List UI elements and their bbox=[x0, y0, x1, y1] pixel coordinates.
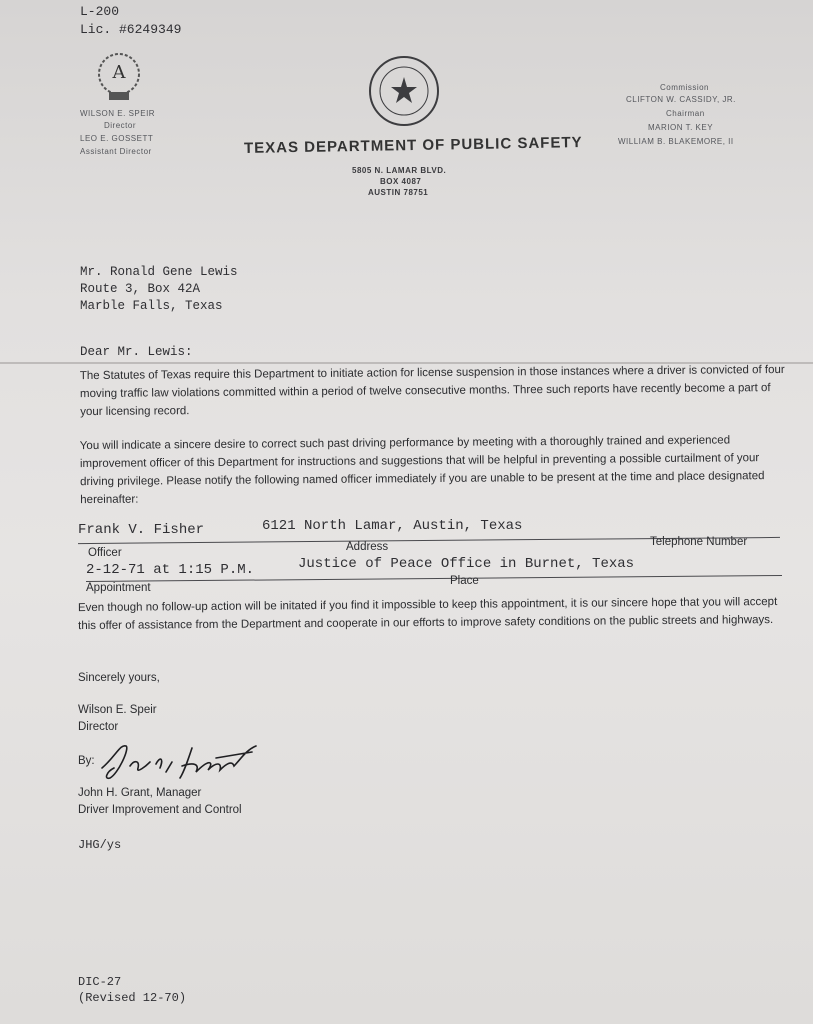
manager-department: Driver Improvement and Control bbox=[78, 804, 242, 816]
form-revision: (Revised 12-70) bbox=[78, 991, 187, 1005]
agency-name: TEXAS DEPARTMENT OF PUBLIC SAFETY bbox=[243, 134, 583, 157]
salutation: Dear Mr. Lewis: bbox=[80, 345, 193, 359]
commission-chairman-title: Chairman bbox=[666, 109, 705, 118]
commission-chairman-name: CLIFTON W. CASSIDY, JR. bbox=[626, 95, 736, 104]
reference-initials: JHG/ys bbox=[78, 838, 122, 852]
address-street: 5805 N. LAMAR BLVD. bbox=[352, 166, 447, 175]
license-number: Lic. #6249349 bbox=[80, 22, 182, 37]
paragraph-1: The Statutes of Texas require this Department to initiate action for license suspension in those instances where a driver is convicted of four moving traffic law violations committed within a period of twelve consecutive months. Three such reports have recently become a part of your licensing record. bbox=[79, 363, 785, 419]
signatory-title: Director bbox=[78, 721, 119, 733]
address-city: AUSTIN 78751 bbox=[368, 188, 429, 197]
handwritten-signature bbox=[96, 738, 276, 784]
assistant-director-name: LEO E. GOSSETT bbox=[80, 134, 154, 143]
officer-value: Frank V. Fisher bbox=[78, 522, 205, 538]
address-value: 6121 North Lamar, Austin, Texas bbox=[262, 518, 523, 534]
assistant-director-title: Assistant Director bbox=[80, 147, 152, 156]
officer-label: Officer bbox=[88, 547, 122, 559]
dps-emblem-icon bbox=[95, 48, 143, 104]
manager-name: John H. Grant, Manager bbox=[78, 787, 202, 799]
address-box: BOX 4087 bbox=[380, 177, 422, 186]
telephone-label: Telephone Number bbox=[650, 536, 748, 548]
commission-member-1: MARION T. KEY bbox=[648, 123, 714, 132]
recipient-address-line-2: Marble Falls, Texas bbox=[80, 299, 223, 313]
recipient-address-line-1: Route 3, Box 42A bbox=[80, 282, 201, 296]
place-label: Place bbox=[450, 575, 479, 587]
signatory-name: Wilson E. Speir bbox=[78, 704, 157, 716]
closing: Sincerely yours, bbox=[78, 672, 160, 684]
director-title: Director bbox=[104, 121, 137, 130]
director-name: WILSON E. SPEIR bbox=[80, 109, 156, 118]
appointment-value: 2-12-71 at 1:15 P.M. bbox=[86, 562, 255, 578]
by-label: By: bbox=[78, 755, 95, 767]
place-value: Justice of Peace Office in Burnet, Texas bbox=[298, 556, 635, 572]
appointment-label: Appointment bbox=[86, 582, 151, 594]
commission-label: Commission bbox=[660, 83, 710, 92]
recipient-name: Mr. Ronald Gene Lewis bbox=[80, 265, 238, 279]
state-seal-icon bbox=[368, 55, 440, 127]
paragraph-2: You will indicate a sincere desire to correct such past driving performance by meeting with a thoroughly trained and experienced improvement officer of this Department for instructions and suggestions that will be helpful in preventing a possible curtailment of your driving privilege. Please notify the following named officer immediately if you are unable to be present at the time and place designated hereinafter: bbox=[79, 434, 765, 507]
paragraph-3: Even though no follow-up action will be initated if you find it impossible to keep this appointment, it is our sincere hope that you will accept this offer of assistance from the Department and cooperate in our efforts to improve safety conditions on the public streets and highways. bbox=[77, 595, 778, 633]
address-label: Address bbox=[346, 541, 389, 553]
form-number: DIC-27 bbox=[78, 975, 122, 989]
form-code: L-200 bbox=[80, 4, 120, 19]
commission-member-2: WILLIAM B. BLAKEMORE, II bbox=[618, 137, 734, 146]
svg-text:A: A bbox=[112, 62, 126, 83]
